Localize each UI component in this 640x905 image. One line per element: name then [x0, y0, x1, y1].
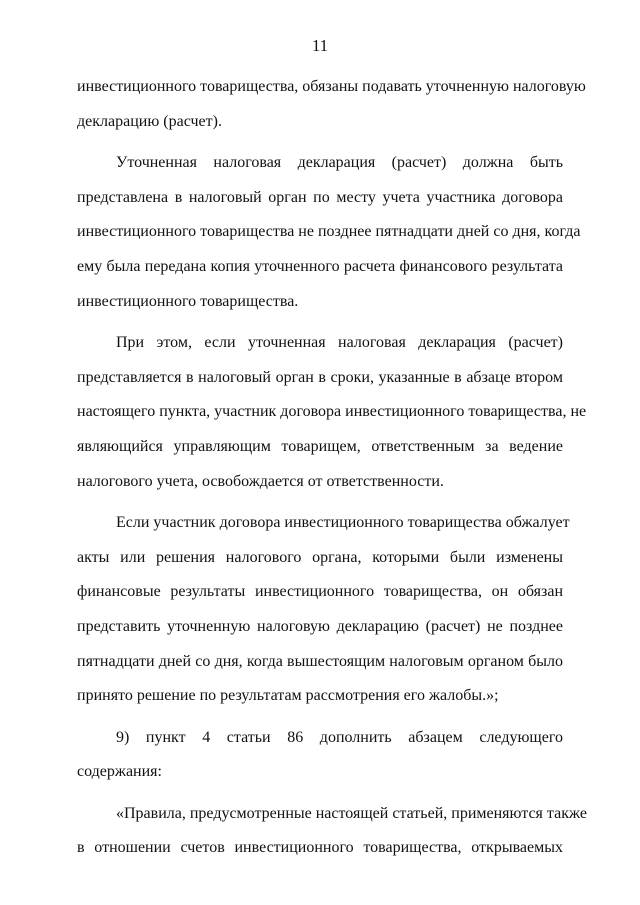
text-line: содержания: — [77, 763, 162, 781]
text-line: являющийся управляющим товарищем, ответственным за ведение — [77, 437, 563, 455]
paragraph — [77, 326, 587, 499]
text-line: в отношении счетов инвестиционного товарищества, открываемых — [77, 839, 563, 857]
paragraph — [77, 70, 586, 139]
text-line: принято решение по результатам рассмотрения его жалобы.»; — [77, 687, 499, 705]
text-line: представляется в налоговый орган в сроки, указанные в абзаце втором — [77, 368, 563, 386]
paragraph-spacer — [77, 714, 563, 721]
page-number: 11 — [311, 36, 329, 55]
text-line: настоящего пункта, участник договора инвестиционного товарищества, не — [77, 403, 587, 421]
document-body — [77, 70, 587, 866]
text-line: Уточненная налоговая декларация (расчет) должна быть — [116, 154, 563, 172]
paragraph-spacer — [77, 139, 563, 146]
paragraph — [77, 146, 581, 319]
text-line: При этом, если уточненная налоговая декларация (расчет) — [116, 334, 563, 352]
text-line: финансовые результаты инвестиционного товарищества, он обязан — [77, 583, 563, 601]
paragraph — [77, 797, 587, 866]
paragraph — [77, 721, 563, 790]
paragraph-spacer — [77, 319, 563, 326]
text-line: Если участник договора инвестиционного товарищества обжалует — [116, 514, 570, 532]
paragraph — [77, 506, 570, 714]
text-line: инвестиционного товарищества не позднее пятнадцати дней со дня, когда — [77, 223, 581, 241]
text-line: пятнадцати дней со дня, когда вышестоящим налоговым органом было — [77, 652, 563, 670]
text-line: инвестиционного товарищества. — [77, 292, 299, 310]
text-line: представить уточненную налоговую декларацию (расчет) не позднее — [77, 617, 563, 635]
text-line: 9) пункт 4 статьи 86 дополнить абзацем следующего — [116, 728, 563, 746]
paragraph-spacer — [77, 790, 563, 797]
text-line: «Правила, предусмотренные настоящей статьей, применяются также — [116, 804, 587, 822]
text-line: декларацию (расчет). — [77, 112, 222, 130]
text-line: налогового учета, освобождается от ответственности. — [77, 472, 444, 490]
text-line: инвестиционного товарищества, обязаны подавать уточненную налоговую — [77, 78, 586, 95]
text-line: ему была передана копия уточненного расчета финансового результата — [77, 257, 563, 275]
text-line: акты или решения налогового органа, которыми были изменены — [77, 548, 563, 566]
text-line: представлена в налоговый орган по месту учета участника договора — [77, 188, 563, 206]
paragraph-spacer — [77, 499, 563, 506]
